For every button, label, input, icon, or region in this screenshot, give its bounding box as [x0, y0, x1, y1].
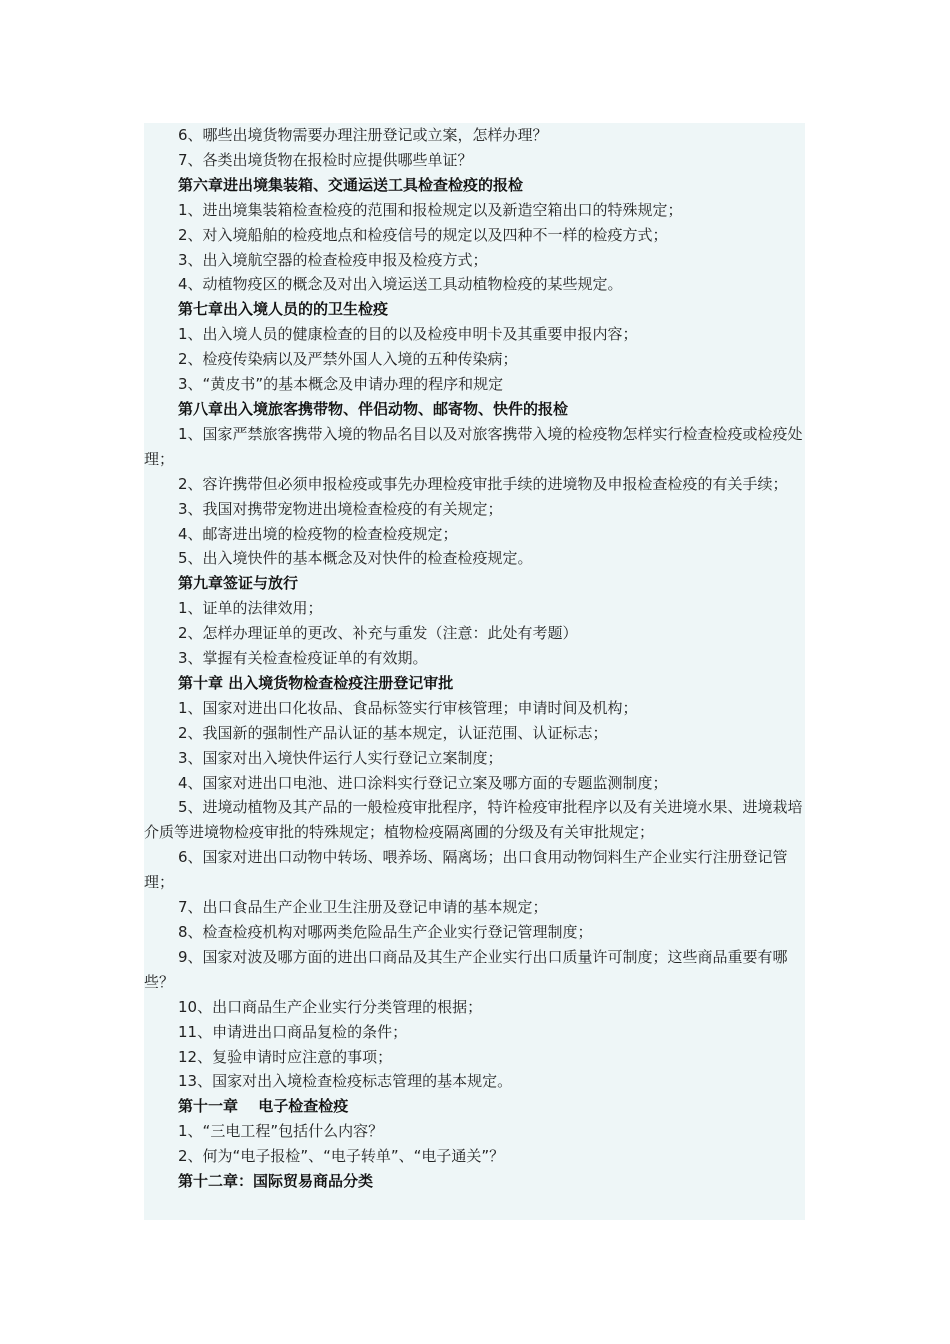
document-content — [144, 123, 805, 1220]
list-item: 9、国家对波及哪方面的进出口商品及其生产企业实行出口质量许可制度；这些商品重要有哪些？ — [144, 947, 788, 991]
list-item: 3、掌握有关检查检疫证单的有效期。 — [178, 649, 428, 668]
chapter-heading: 第十二章：国际贸易商品分类 — [178, 1172, 374, 1191]
list-item: 1、国家对进出口化妆品、食品标签实行审核管理；申请时间及机构； — [178, 698, 638, 717]
list-item: 4、邮寄进出境的检疫物的检查检疫规定； — [178, 524, 458, 543]
list-item: 4、动植物疫区的概念及对出入境运送工具动植物检疫的某些规定。 — [178, 275, 623, 294]
list-item: 2、容许携带但必须申报检疫或事先办理检疫审批手续的进境物及申报检查检疫的有关手续； — [178, 474, 788, 493]
list-item: 1、国家严禁旅客携带入境的物品名目以及对旅客携带入境的检疫物怎样实行检查检疫或检疫处理； — [144, 424, 803, 468]
chapter-heading: 第八章出入境旅客携带物、伴侣动物、邮寄物、快件的报检 — [178, 399, 569, 418]
list-item: 8、检查检疫机构对哪两类危险品生产企业实行登记管理制度； — [178, 923, 593, 941]
list-item: 5、出入境快件的基本概念及对快件的检查检疫规定。 — [178, 549, 533, 568]
list-item: 3、出入境航空器的检查检疫申报及检疫方式； — [178, 250, 488, 269]
chapter-heading: 第九章签证与放行 — [178, 574, 299, 593]
chapter-heading: 第十一章 电子检查检疫 — [178, 1097, 349, 1116]
list-item: 4、国家对进出口电池、进口涂料实行登记立案及哪方面的专题监测制度； — [178, 773, 668, 792]
list-item: 2、怎样办理证单的更改、补充与重发（注意：此处有考题） — [178, 624, 578, 643]
chapter-heading: 第六章进出境集装箱、交通运送工具检查检疫的报检 — [178, 175, 524, 194]
list-item: 2、我国新的强制性产品认证的基本规定，认证范围、认证标志； — [178, 723, 608, 742]
list-item: 1、证单的法律效用； — [178, 599, 323, 618]
list-item: 7、各类出境货物在报检时应提供哪些单证？ — [178, 150, 473, 169]
list-item: 2、何为“电子报检”、“电子转单”、“电子通关”？ — [178, 1147, 505, 1166]
list-item: 1、出入境人员的健康检查的目的以及检疫申明卡及其重要申报内容； — [178, 325, 638, 344]
list-item: 3、我国对携带宠物进出境检查检疫的有关规定； — [178, 499, 503, 518]
list-item: 10、出口商品生产企业实行分类管理的根据； — [178, 997, 483, 1016]
list-item: 5、进境动植物及其产品的一般检疫审批程序，特许检疫审批程序以及有关进境水果、进境栽培介质等进境物检疫审批的特殊规定；植物检疫隔离圃的分级及有关审批规定； — [144, 798, 803, 842]
list-item: 6、哪些出境货物需要办理注册登记或立案，怎样办理？ — [178, 126, 548, 144]
list-item: 7、出口食品生产企业卫生注册及登记申请的基本规定； — [178, 898, 548, 917]
list-item: 2、检疫传染病以及严禁外国人入境的五种传染病； — [178, 350, 518, 369]
list-item: 1、“三电工程”包括什么内容？ — [178, 1122, 384, 1141]
list-item: 3、国家对出入境快件运行人实行登记立案制度； — [178, 748, 503, 767]
list-item: 2、对入境船舶的检疫地点和检疫信号的规定以及四种不一样的检疫方式； — [178, 225, 668, 244]
chapter-heading: 第七章出入境人员的的卫生检疫 — [178, 300, 389, 319]
list-item: 3、“黄皮书”的基本概念及申请办理的程序和规定 — [178, 375, 504, 394]
list-item: 13、国家对出入境检查检疫标志管理的基本规定。 — [178, 1072, 513, 1091]
list-item: 1、进出境集装箱检查检疫的范围和报检规定以及新造空箱出口的特殊规定； — [178, 200, 683, 219]
list-item: 11、申请进出口商品复检的条件； — [178, 1022, 408, 1041]
list-item: 6、国家对进出口动物中转场、喂养场、隔离场；出口食用动物饲料生产企业实行注册登记管理； — [144, 848, 788, 892]
chapter-heading: 第十章 出入境货物检查检疫注册登记审批 — [178, 673, 454, 692]
list-item: 12、复验申请时应注意的事项； — [178, 1047, 393, 1066]
